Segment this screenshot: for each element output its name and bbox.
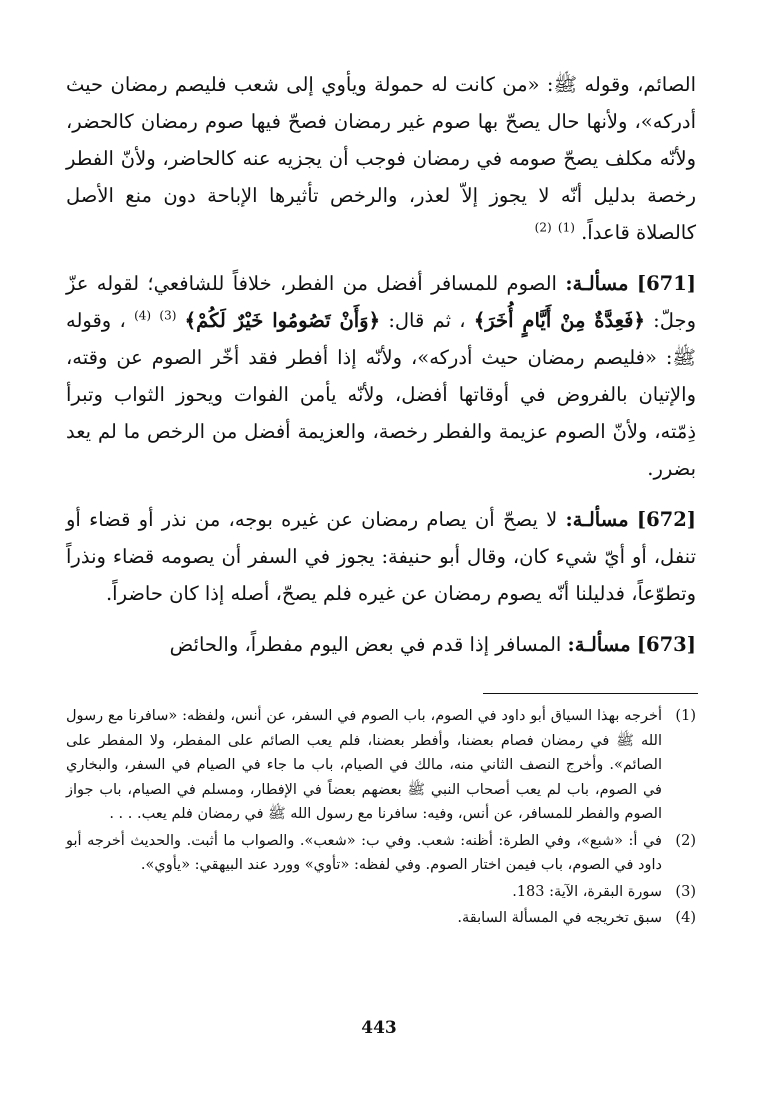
masala-text: لا يصحّ أن يصام رمضان عن غيره بوجه، من نذر أو قضاء أو تنفل، أو أيّ شيء كان، وقال أبو حنيفة: يجوز في السفر أن يصومه قضاء ونذراً وتطوّعاً، فدليلنا أنّه يصوم رمضان عن غيره فلم يصحّ، أصله إذا كان حاضراً. [66, 508, 696, 605]
footnotes [66, 704, 696, 933]
masala-number: [672] [636, 508, 697, 531]
footnote [66, 906, 696, 931]
footnote-number: (1) [675, 708, 696, 724]
masala-label: مسألـة: [565, 272, 629, 295]
masala-671 [66, 265, 696, 487]
masala-label: مسألـة: [565, 508, 629, 531]
footnote-text: في أ: «شبع»، وفي الطرة: أظنه: شعب. وفي ب: «شعب». والصواب ما أثبت. والحديث أخرجه أبو داود في الصوم، باب فيمن اختار الصوم. وفي لفظه: «تأوي» وورد عند البيهقي: «يأوي». [66, 832, 662, 873]
footnote-ref-3: (3) [159, 308, 177, 323]
quran-verse: ﴿فَعِدَّةٌ مِنْ أَيَّامٍ أُخَرَ﴾ [473, 309, 645, 332]
footnote-divider [483, 693, 698, 694]
paragraph-text: الصائم، وقوله ﷺ: «من كانت له حمولة ويأوي إلى شعب فليصم رمضان حيث أدركه»، ولأنها حال يصحّ بها صوم غير رمضان فصحّ فيها صوم رمضان كالحضر، ولأنّه مكلف يصحّ صومه في رمضان فوجب أن يجزيه عنه كالحاضر، ولأنّ الفطر رخصة بدليل أنّه لا يجوز إلاّ لعذر، والرخص تأثيرها الإباحة دون منع الأصل كالصلاة قاعداً. [66, 73, 696, 244]
page-body [66, 66, 696, 677]
footnote-ref-1: (1) [557, 220, 575, 235]
footnote [66, 829, 696, 878]
footnote-text: سبق تخريجه في المسألة السابقة. [457, 910, 662, 926]
footnote-ref-2: (2) [534, 220, 552, 235]
footnote-text: سورة البقرة، الآية: 183. [512, 883, 662, 900]
page-number: 443 [361, 1018, 397, 1038]
masala-number: [671] [636, 272, 697, 295]
masala-label: مسألـة: [567, 633, 631, 656]
footnote [66, 704, 696, 827]
masala-number: [673] [636, 633, 696, 656]
masala-text: ، ثم قال: [388, 309, 466, 332]
footnote-number: (2) [675, 832, 696, 849]
footnote-number: (4) [675, 910, 696, 926]
masala-text: المسافر إذا قدم في بعض اليوم مفطراً، والحائض [169, 633, 562, 656]
masala-text: الصوم للمسافر أفضل من الفطر، خلافاً للشافعي؛ لقوله عزّ وجلّ: [66, 272, 696, 332]
footnote-ref-4: (4) [134, 308, 152, 323]
footnote-text: أخرجه بهذا السياق أبو داود في الصوم، باب الصوم في السفر، عن أنس، ولفظه: «سافرنا مع رسول الله ﷺ في رمضان فصام بعضنا، وأفطر بعضنا، فلم يعب الصائم على المفطر، ولا المفطر على الصائم». وأخرج النصف الثاني منه، مالك في الصيام، باب ما جاء في الصيام في السفر، والبخاري في الصوم، باب لم يعب أصحاب النبي ﷺ بعضهم بعضاً في الإفطار، ومسلم في الصيام، باب جواز الصوم والفطر للمسافر، عن أنس، وفيه: سافرنا مع رسول الله ﷺ في رمضان فلم يعب. . . . [66, 708, 662, 822]
paragraph-continuation [66, 66, 696, 251]
masala-text: ، وقوله ﷺ: «فليصم رمضان حيث أدركه»، ولأنّه إذا أفطر فقد أخّر الصوم عن وقته، والإتيان بالفروض في أوقاتها أفضل، ولأنّه يأمن الفوات ويحوز الثواب وتبرأ ذِمّته، ولأنّ الصوم عزيمة والفطر رخصة، والعزيمة أفضل من الرخص ما لم يعد بضرر. [66, 309, 696, 480]
masala-672 [66, 501, 696, 612]
footnote [66, 880, 696, 905]
footnote-number: (3) [675, 883, 696, 900]
quran-verse: ﴿وَأَنْ تَصُومُوا خَيْرٌ لَكُمْ﴾ [184, 309, 381, 332]
masala-673 [66, 626, 696, 663]
